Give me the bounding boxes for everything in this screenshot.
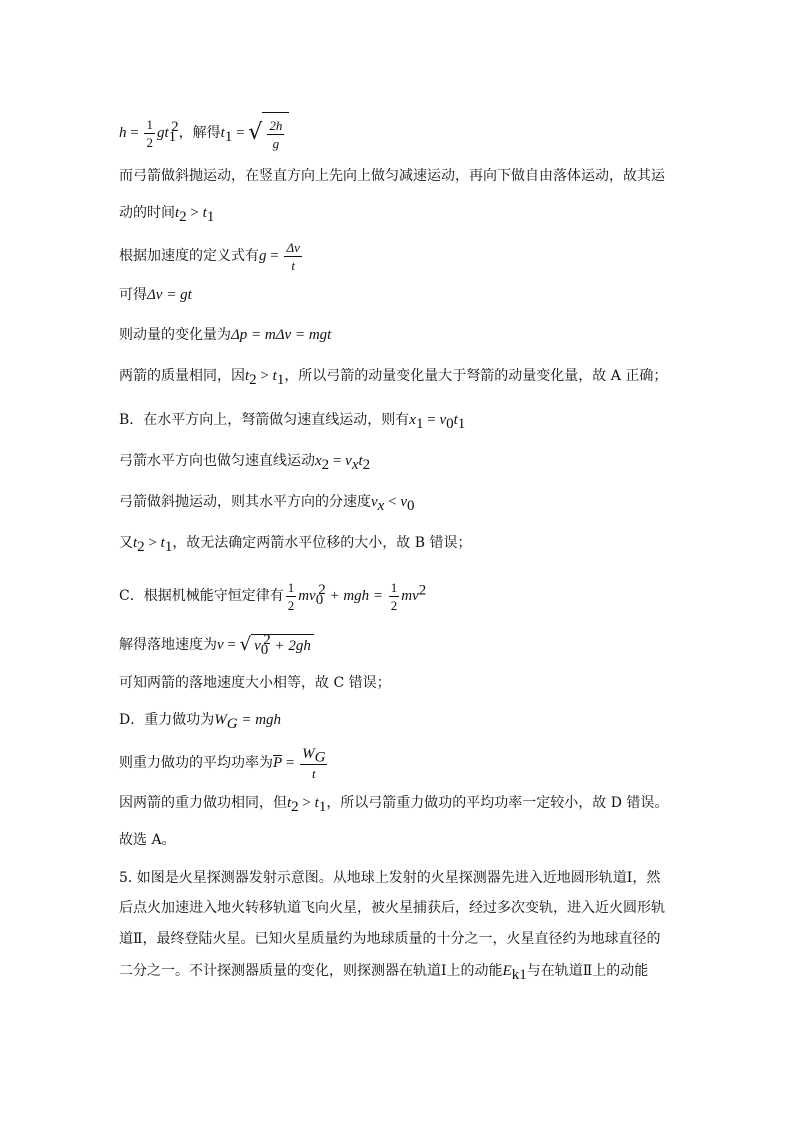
paragraph-line: 因两箭的重力做功相同，但$t_2 > t_1$，所以弓箭重力做功的平均功率一定较小，故 D 错误。 bbox=[119, 795, 669, 815]
paragraph-line: 又$t_2 > t_1$，故无法确定两箭水平位移的大小，故 B 错误； bbox=[119, 535, 472, 555]
paragraph-line: 故选 A。 bbox=[119, 832, 176, 848]
eq-free-fall-time: h = $\frac{1}{2}$ $gt_1^2$，解得$t_1$ = √ $\frac{2h}{g}$ bbox=[119, 112, 289, 154]
fraction-half: $\frac{1}{2}$ bbox=[146, 116, 153, 150]
paragraph-line: 解得落地速度为v = √ $v_0^2 + 2gh$ bbox=[119, 634, 314, 656]
paragraph-line: 可知两箭的落地速度大小相等，故 C 错误； bbox=[119, 675, 391, 691]
sqrt-expression: √ $v_0^2 + 2gh$ bbox=[240, 634, 314, 656]
paragraph-line: 而弓箭做斜抛运动，在竖直方向上先向上做匀减速运动，再向下做自由落体运动，故其运 bbox=[119, 168, 665, 184]
question-5-line: 二分之一。不计探测器质量的变化，则探测器在轨道Ⅰ上的动能$E_{k1}$与在轨道Ⅱ上的动能 bbox=[119, 963, 649, 983]
paragraph-line: B．在水平方向上，弩箭做匀速直线运动，则有$x_1 = v_0t_1$ bbox=[119, 412, 466, 432]
paragraph-line: 动的时间$t_2 > t_1$ bbox=[119, 205, 215, 225]
paragraph-line: 两箭的质量相同，因$t_2 > t_1$，所以弓箭的动量变化量大于弩箭的动量变化量，故 A 正确； bbox=[119, 368, 668, 388]
question-5-line: 5. 如图是火星探测器发射示意图。从地球上发射的火星探测器先进入近地圆形轨道Ⅰ，然 bbox=[119, 870, 661, 886]
paragraph-line: 弓箭做斜抛运动，则其水平方向的分速度$v_x < v_0$ bbox=[119, 494, 415, 514]
question-5-line: 道Ⅱ，最终登陆火星。已知火星质量约为地球质量的十分之一，火星直径约为地球直径的 bbox=[119, 931, 661, 947]
paragraph-line: 则动量的变化量为Δp = mΔv = mgt bbox=[119, 327, 332, 343]
question-5-line: 后点火加速进入地火转移轨道飞向火星，被火星捕获后，经过多次变轨，进入近火圆形轨 bbox=[119, 900, 665, 916]
sqrt-expression: √ $\frac{2h}{g}$ bbox=[248, 112, 289, 154]
paragraph-line: 弓箭水平方向也做匀速直线运动$x_2 = v_xt_2$ bbox=[119, 453, 371, 473]
paragraph-line: D．重力做功为$W_G$ = mgh bbox=[119, 712, 282, 732]
eq-average-power: 则重力做功的平均功率为P = $\frac{W_G}{t}$ bbox=[119, 745, 326, 781]
paragraph-line: 根据加速度的定义式有g = $\frac{\Delta v}{t}$ bbox=[119, 239, 300, 273]
paragraph-line: 可得Δv = gt bbox=[119, 287, 192, 303]
eq-energy-conservation: C．根据机械能守恒定律有 $\frac{1}{2}$ $mv_0^2$ + mgh = $\frac{1}{2}$ $mv^2$ bbox=[119, 579, 427, 613]
